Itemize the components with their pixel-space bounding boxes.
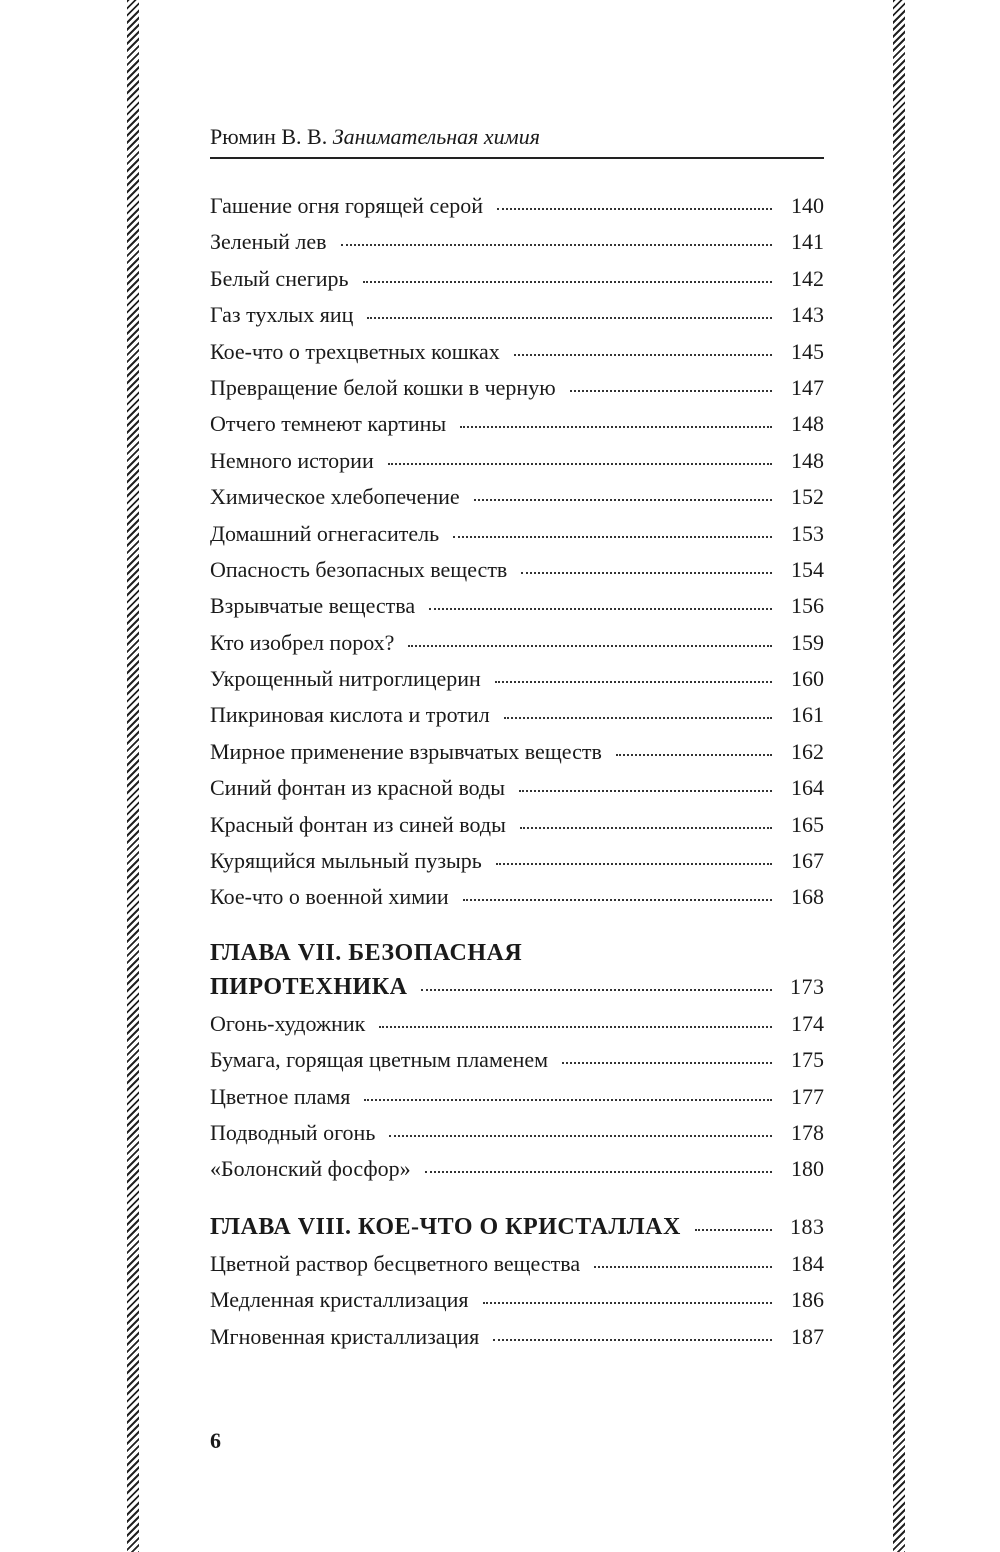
decorative-border-left xyxy=(127,0,139,1552)
toc-entry-title: Газ тухлых яиц xyxy=(210,302,354,328)
leader-dots xyxy=(493,1339,772,1341)
leader-dots xyxy=(429,608,772,610)
toc-entry[interactable] xyxy=(210,516,824,552)
toc-entry[interactable] xyxy=(210,479,824,515)
toc-entry-page: 148 xyxy=(791,447,824,473)
header-author: Рюмин В. В. xyxy=(210,124,328,149)
toc-entry-page: 142 xyxy=(791,265,824,291)
toc-entry-page: 165 xyxy=(791,811,824,837)
leader-dots xyxy=(495,681,772,683)
leader-dots xyxy=(521,572,772,574)
toc-entry[interactable] xyxy=(210,625,824,661)
toc-entry-title: Зеленый лев xyxy=(210,229,327,255)
leader-dots xyxy=(379,1026,772,1028)
toc-entry-title: Химическое хлебопечение xyxy=(210,484,460,510)
table-of-contents xyxy=(210,188,824,1355)
toc-entry[interactable] xyxy=(210,334,824,370)
leader-dots xyxy=(520,827,772,829)
toc-entry[interactable] xyxy=(210,1042,824,1078)
toc-entry-page: 145 xyxy=(791,338,824,364)
toc-entry-page: 168 xyxy=(791,884,824,910)
chapter-7-title-line2: ПИРОТЕХНИКА xyxy=(210,973,408,1000)
toc-entry-page: 178 xyxy=(791,1119,824,1145)
toc-entry-title: Опасность безопасных веществ xyxy=(210,556,508,582)
toc-entry[interactable] xyxy=(210,443,824,479)
toc-entry-title: Подводный огонь xyxy=(210,1119,376,1145)
toc-entry-title: Белый снегирь xyxy=(210,265,349,291)
leader-dots xyxy=(341,244,773,246)
toc-entry-title: Курящийся мыльный пузырь xyxy=(210,848,482,874)
toc-entry-title: Медленная кристаллизация xyxy=(210,1287,469,1313)
toc-entry-page: 184 xyxy=(791,1250,824,1276)
toc-entry[interactable] xyxy=(210,661,824,697)
toc-entry[interactable] xyxy=(210,370,824,406)
toc-entry-page: 160 xyxy=(791,666,824,692)
toc-entry[interactable] xyxy=(210,1006,824,1042)
chapter-8-title: ГЛАВА VIII. КОЕ-ЧТО О КРИСТАЛЛАХ xyxy=(210,1213,681,1240)
toc-entry-page: 156 xyxy=(791,593,824,619)
toc-entry-title: Огонь-художник xyxy=(210,1010,366,1036)
toc-entry-title: Кое-что о военной химии xyxy=(210,884,449,910)
leader-dots xyxy=(594,1266,772,1268)
toc-entry-page: 175 xyxy=(791,1047,824,1073)
leader-dots xyxy=(453,536,772,538)
toc-entry-title: Красный фонтан из синей воды xyxy=(210,811,506,837)
header-book-title: Занимательная химия xyxy=(332,124,540,149)
toc-entry-page: 153 xyxy=(791,520,824,546)
toc-entry[interactable] xyxy=(210,224,824,260)
leader-dots xyxy=(425,1171,772,1173)
leader-dots xyxy=(496,863,772,865)
toc-entry[interactable] xyxy=(210,1246,824,1282)
toc-entry[interactable] xyxy=(210,734,824,770)
toc-entry-title: Бумага, горящая цветным пламенем xyxy=(210,1047,549,1073)
decorative-border-right xyxy=(893,0,905,1552)
toc-entry-page: 152 xyxy=(791,484,824,510)
toc-entry-title: Превращение белой кошки в черную xyxy=(210,374,556,400)
toc-entry-title: Домашний огнегаситель xyxy=(210,520,440,546)
leader-dots xyxy=(695,1229,772,1231)
chapter-7-title-line1: ГЛАВА VII. БЕЗОПАСНАЯ xyxy=(210,939,523,966)
leader-dots xyxy=(364,1099,772,1101)
page-number: 6 xyxy=(210,1428,221,1453)
toc-entry-title: Синий фонтан из красной воды xyxy=(210,775,506,801)
toc-entry-page: 187 xyxy=(791,1323,824,1349)
toc-entry-title: Немного истории xyxy=(210,447,374,473)
toc-entry-page: 148 xyxy=(791,411,824,437)
toc-entry[interactable] xyxy=(210,1319,824,1355)
toc-entry-page: 167 xyxy=(791,848,824,874)
leader-dots xyxy=(519,790,772,792)
toc-entry[interactable] xyxy=(210,697,824,733)
leader-dots xyxy=(483,1302,772,1304)
toc-entry-page: 154 xyxy=(791,556,824,582)
toc-entry-title: Цветной раствор бесцветного вещества xyxy=(210,1250,581,1276)
toc-section-chapter7 xyxy=(210,1006,824,1188)
toc-entry[interactable] xyxy=(210,188,824,224)
chapter-7-page: 173 xyxy=(790,973,825,999)
leader-dots xyxy=(460,426,772,428)
toc-entry[interactable] xyxy=(210,1151,824,1187)
toc-entry[interactable] xyxy=(210,406,824,442)
leader-dots xyxy=(421,989,772,991)
toc-entry-page: 161 xyxy=(791,702,824,728)
toc-chapter-8[interactable] xyxy=(210,1208,824,1246)
toc-entry-title: Пикриновая кислота и тротил xyxy=(210,702,490,728)
toc-entry-title: Мгновенная кристаллизация xyxy=(210,1323,480,1349)
toc-entry-page: 162 xyxy=(791,738,824,764)
leader-dots xyxy=(514,354,772,356)
leader-dots xyxy=(388,463,772,465)
toc-entry[interactable] xyxy=(210,261,824,297)
toc-section-chapter8 xyxy=(210,1246,824,1355)
leader-dots xyxy=(463,899,772,901)
toc-entry-page: 177 xyxy=(791,1083,824,1109)
toc-entry-title: Мирное применение взрывчатых веществ xyxy=(210,738,602,764)
toc-entry-title: Кто изобрел порох? xyxy=(210,629,395,655)
toc-entry-page: 164 xyxy=(791,775,824,801)
toc-entry[interactable] xyxy=(210,879,824,915)
toc-chapter-7[interactable] xyxy=(210,936,824,1004)
leader-dots xyxy=(389,1135,772,1137)
toc-entry-title: «Болонский фосфор» xyxy=(210,1156,411,1182)
toc-entry[interactable] xyxy=(210,588,824,624)
toc-entry-title: Гашение огня горящей серой xyxy=(210,193,484,218)
toc-entry-title: Отчего темнеют картины xyxy=(210,411,447,437)
toc-entry[interactable] xyxy=(210,297,824,333)
toc-entry-page: 140 xyxy=(791,193,824,218)
toc-entry-title: Укрощенный нитроглицерин xyxy=(210,666,481,692)
leader-dots xyxy=(497,208,772,210)
toc-entry-page: 159 xyxy=(791,629,824,655)
toc-entry[interactable] xyxy=(210,807,824,843)
toc-entry-page: 141 xyxy=(791,229,824,255)
toc-entry-page: 180 xyxy=(791,1156,824,1182)
toc-entry-title: Кое-что о трехцветных кошках xyxy=(210,338,500,364)
toc-entry[interactable] xyxy=(210,1115,824,1151)
toc-entry-page: 147 xyxy=(791,374,824,400)
leader-dots xyxy=(616,754,772,756)
toc-entry-page: 143 xyxy=(791,302,824,328)
toc-entry[interactable] xyxy=(210,1282,824,1318)
toc-entry[interactable] xyxy=(210,843,824,879)
leader-dots xyxy=(408,645,772,647)
toc-entry-page: 186 xyxy=(791,1287,824,1313)
toc-entry-title: Цветное пламя xyxy=(210,1083,351,1109)
toc-entry[interactable] xyxy=(210,552,824,588)
chapter-8-page: 183 xyxy=(790,1213,825,1239)
toc-entry-page: 174 xyxy=(791,1010,824,1036)
leader-dots xyxy=(367,317,772,319)
leader-dots xyxy=(504,717,772,719)
leader-dots xyxy=(570,390,772,392)
toc-section-chapter6-continued xyxy=(210,188,824,916)
leader-dots xyxy=(363,281,772,283)
running-header xyxy=(210,122,824,159)
leader-dots xyxy=(474,499,772,501)
toc-entry-title: Взрывчатые вещества xyxy=(210,593,416,619)
toc-entry[interactable] xyxy=(210,1079,824,1115)
leader-dots xyxy=(562,1062,772,1064)
toc-entry[interactable] xyxy=(210,770,824,806)
